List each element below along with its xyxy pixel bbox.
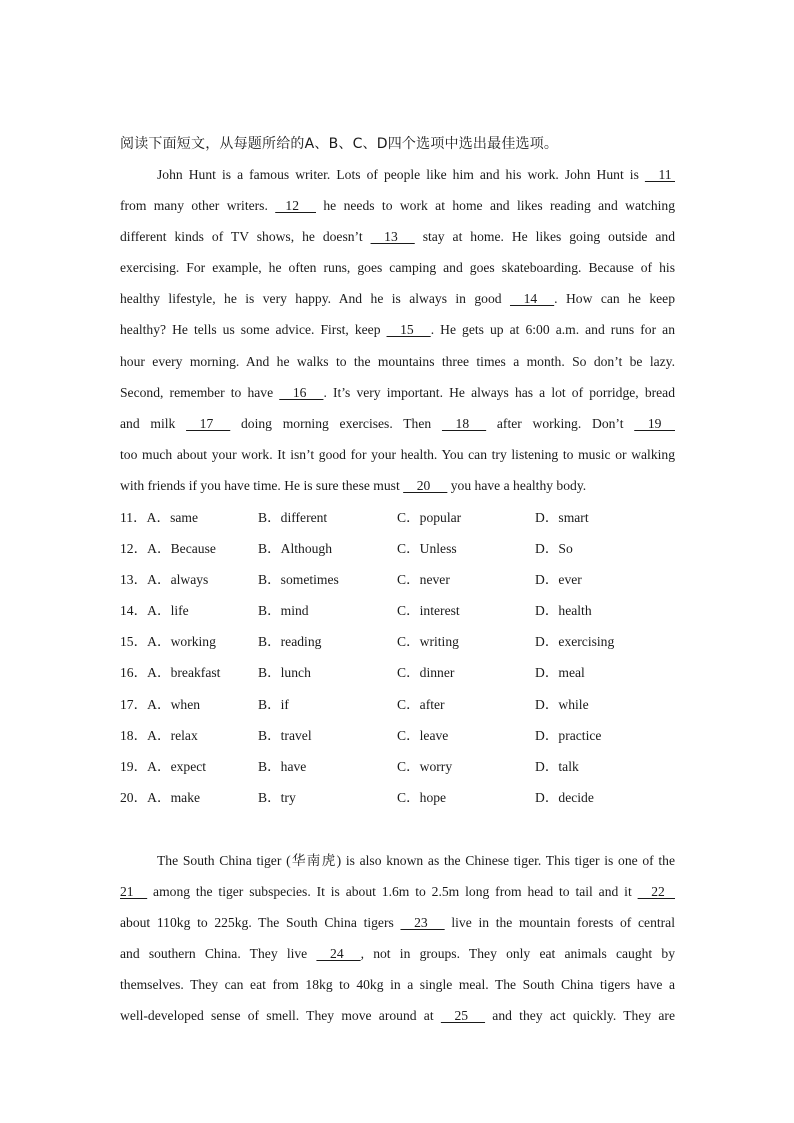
passage-text: about 110kg to 225kg. The South China tigers [120,915,401,931]
option-choice: C．never [397,572,450,588]
answer-blank: 13 [370,229,415,245]
option-choice: D．smart [535,510,589,525]
option-choice: B．have [258,758,307,774]
passage-text: exercising. For example, he often runs, goes camping and goes skateboarding. Because of his [120,260,675,276]
option-choice: 19．A．expect [120,758,207,774]
answer-blank: 14 [509,291,555,307]
option-choice: D．talk [535,758,579,774]
option-choice: 17．A．when [120,696,201,712]
passage-text: too much about your work. It isn’t good for your health. You can try listening to music or walking [120,446,675,462]
option-choice: C．interest [397,603,460,619]
answer-blank: 18 [441,415,487,431]
answer-blank: 11 [644,167,675,182]
passage-line [120,876,675,907]
option-choice: C．worry [397,758,453,774]
option-choice: D．ever [535,572,582,588]
passage-line [120,439,675,470]
passage-text: with friends if you have time. He is sure these must [120,477,404,493]
option-choice: 15．A．working [120,634,216,650]
passage-text: . He gets up at 6:00 a.m. and runs for an [430,322,675,338]
option-row [120,533,680,564]
passage-line [120,252,675,283]
option-choice: C．hope [397,789,447,805]
passage-text: different kinds of TV shows, he doesn’t [120,229,371,245]
passage-1 [120,159,675,501]
option-row [120,689,680,720]
option-row [120,502,680,533]
option-row [120,564,680,595]
option-choice: 14．A．life [120,603,189,619]
option-choice: C．leave [397,727,449,743]
option-choice: B．different [258,510,328,525]
option-choice: B．reading [258,634,322,650]
passage-text: Second, remember to have [120,384,280,400]
passage-line [120,1000,675,1031]
option-choice: D．practice [535,727,602,743]
answer-blank: 23 [400,915,445,931]
option-choice: 16．A．breakfast [120,665,221,681]
options-list [120,502,680,813]
answer-blank: 24 [316,946,361,962]
answer-blank: 20 [403,477,448,493]
passage-line [120,969,675,1000]
answer-blank: 12 [275,198,316,214]
passage-text: . It’s very important. He always has a lot of porridge, bread [323,384,675,400]
passage-line [120,938,675,969]
passage-text: and milk [120,415,187,431]
passage-text: and they act quickly. They are [485,1008,675,1024]
passage-text: he needs to work at home and likes reading and watching [316,198,675,214]
option-row [120,626,680,657]
passage-text: healthy lifestyle, he is very happy. And he is always in good [120,291,510,307]
passage-text: themselves. They can eat from 18kg to 40kg in a single meal. The South China tigers have a [120,977,675,993]
answer-blank: 22 [637,884,675,900]
passage-line [120,283,675,314]
passage-line [120,346,675,377]
option-choice: B．travel [258,727,312,743]
passage-line [120,190,675,221]
passage-text: healthy? He tells us some advice. First, keep [120,322,387,338]
passage-line [120,377,675,408]
passage-line [120,221,675,252]
passage-text: and southern China. They live [120,946,317,962]
option-choice: 20．A．make [120,789,201,805]
passage-text: John Hunt is a famous writer. Lots of people like him and his work. John Hunt is [157,167,645,182]
passage-text: well-developed sense of smell. They move around at [120,1008,441,1024]
option-choice: B．if [258,696,289,712]
option-choice: C．popular [397,510,462,525]
option-choice: B．try [258,789,296,805]
passage-line [120,907,675,938]
passage-text: from many other writers. [120,198,276,214]
option-row [120,657,680,688]
option-choice: D．So [535,541,573,557]
answer-blank: 25 [440,1008,486,1024]
answer-blank: 17 [186,415,231,431]
passage-line [120,408,675,439]
option-choice: D．while [535,696,589,712]
passage-text: hour every morning. And he walks to the mountains three times a month. So don’t be lazy. [120,353,675,369]
passage-2 [120,845,675,1032]
answer-blank: 21 [120,884,148,900]
passage-text: you have a healthy body. [447,477,587,493]
passage-text: stay at home. He likes going outside and [414,229,675,245]
option-choice: D．meal [535,665,585,681]
answer-blank: 16 [279,384,324,400]
option-row [120,782,680,813]
option-choice: 18．A．relax [120,727,198,743]
option-choice: B．lunch [258,665,311,681]
option-row [120,751,680,782]
option-choice: C．after [397,696,445,712]
passage-line [120,159,675,190]
option-row [120,720,680,751]
passage-text: . How can he keep [554,291,675,307]
passage-line [120,314,675,345]
option-choice: B．sometimes [258,572,339,588]
passage-text: doing morning exercises. Then [230,415,442,431]
answer-blank: 19 [634,415,675,431]
instruction-heading: 阅读下面短文，从每题所给的A、B、C、D四个选项中选出最佳选项。 [120,136,559,152]
passage-text: The South China tiger (华南虎) is also known as the Chinese tiger. This tiger is one of the [157,853,675,868]
option-choice: B．Although [258,541,333,557]
passage-text: live in the mountain forests of central [444,915,675,931]
option-choice: D．health [535,603,592,619]
option-choice: C．Unless [397,541,457,557]
passage-text: after working. Don’t [486,415,635,431]
option-choice: C．dinner [397,665,455,681]
option-choice: 13．A．always [120,572,209,588]
option-row [120,595,680,626]
option-choice: B．mind [258,603,309,619]
passage-line [120,845,675,876]
option-choice: 11．A．same [120,510,199,525]
answer-blank: 15 [386,322,431,338]
option-choice: C．writing [397,634,459,650]
passage-text: , not in groups. They only eat animals caught by [360,946,675,962]
passage-line [120,470,675,501]
option-choice: 12．A．Because [120,541,216,557]
passage-text: among the tiger subspecies. It is about 1.6m to 2.5m long from head to tail and it [147,884,638,900]
option-choice: D．decide [535,789,594,805]
option-choice: D．exercising [535,634,615,650]
